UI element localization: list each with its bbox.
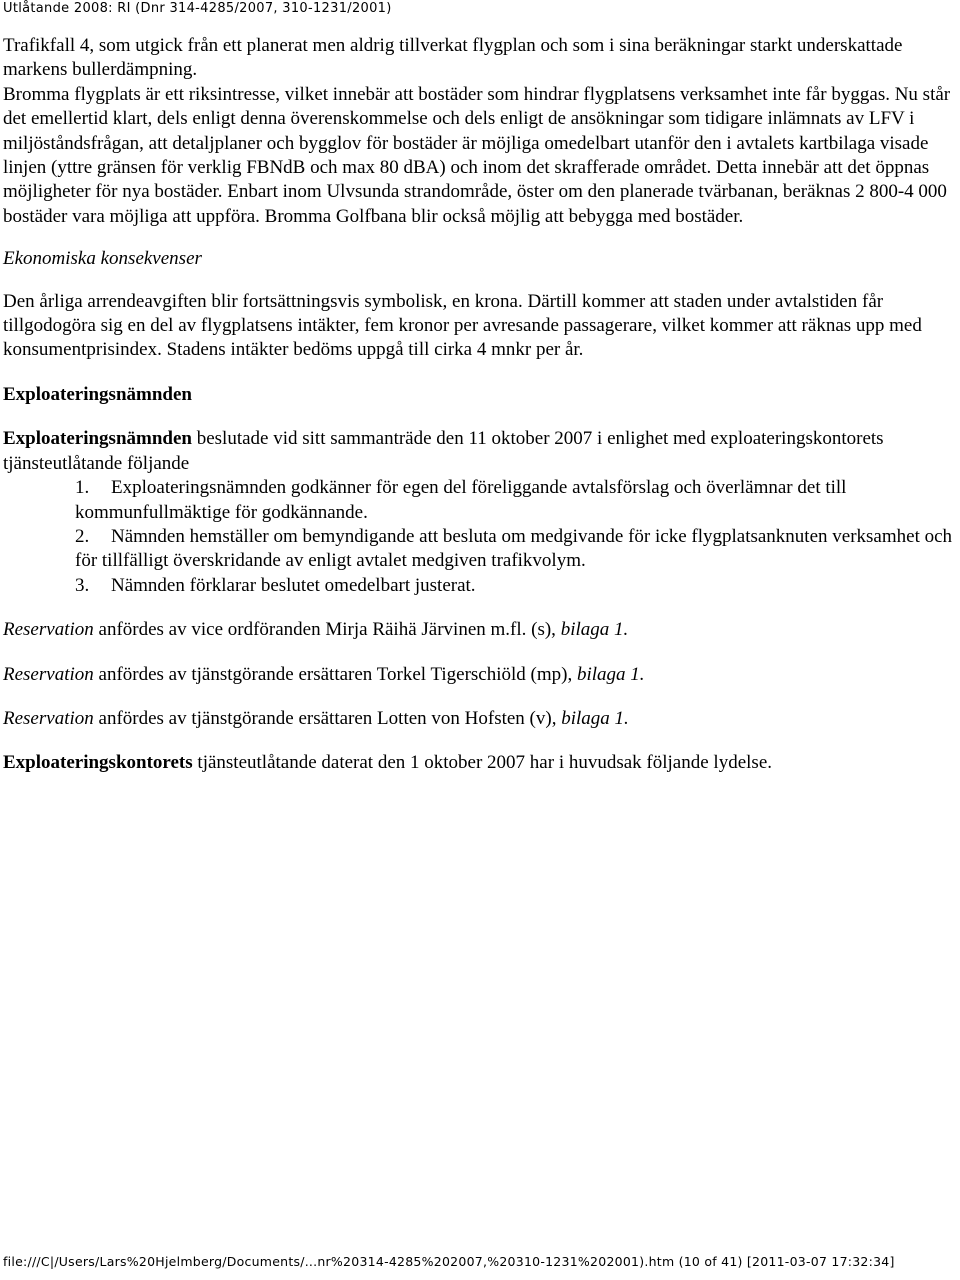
heading-ekonomiska-konsekvenser: Ekonomiska konsekvenser	[3, 248, 202, 270]
reservation-lead: Reservation	[3, 619, 94, 641]
beslut-text: beslutade vid sitt sammanträde den 11 oktober 2007 i enlighet med exploateringskontorets tjänsteutlåtande följande	[3, 428, 884, 474]
reservation-text: anfördes av tjänstgörande ersättaren Torkel Tigerschiöld (mp),	[93, 663, 577, 685]
decision-item	[75, 476, 958, 525]
decision-list	[3, 476, 958, 598]
page-header: Utlåtande 2008: RI (Dnr 314-4285/2007, 310-1231/2001)	[3, 1, 392, 16]
reservation-item	[3, 618, 958, 642]
decision-number: 2.	[75, 525, 90, 547]
page-footer: file:///C|/Users/Lars%20Hjelmberg/Documents/...nr%20314-4285%202007,%20310-1231%202001).htm (10 of 41) [2011-03-07 17:32:34]	[3, 1254, 895, 1269]
closing-text: tjänsteutlåtande daterat den 1 oktober 2007 har i huvudsak följande lydelse.	[192, 752, 772, 774]
decision-text: Nämnden förklarar beslutet omedelbart justerat.	[111, 574, 476, 596]
heading-exploateringsnamnden: Exploateringsnämnden	[3, 383, 192, 405]
reservation-ref: bilaga 1.	[560, 619, 629, 641]
closing-subject: Exploateringskontorets	[3, 752, 193, 774]
paragraph-trafikfall: Trafikfall 4, som utgick från ett planerat men aldrig tillverkat flygplan och som i sina beräkningar starkt underskattade markens bullerdämpning.	[3, 35, 903, 81]
paragraph-ekonomi: Den årliga arrendeavgiften blir fortsättningsvis symbolisk, en krona. Därtill kommer att staden under avtalstiden får tillgodogöra sig en del av flygplatsens intäkter, fem kronor per avresande passagerare, vilket kommer att räknas upp med konsumentprisindex. Stadens intäkter bedöms uppgå till cirka 4 mnkr per år.	[3, 290, 922, 361]
reservation-ref: bilaga 1.	[561, 707, 629, 729]
decision-number: 1.	[75, 477, 90, 499]
paragraph-beslut	[3, 427, 958, 476]
decision-item	[75, 525, 958, 574]
reservation-text: anfördes av vice ordföranden Mirja Räihä Järvinen m.fl. (s),	[93, 619, 561, 641]
reservation-item	[3, 663, 958, 687]
decision-number: 3.	[75, 574, 90, 596]
decision-item	[75, 574, 958, 598]
decision-text: Nämnden hemställer om bemyndigande att besluta om medgivande för icke flygplatsanknuten verksamhet och för tillfälligt överskridande av enligt avtalet medgiven trafikvolym.	[75, 525, 953, 572]
paragraph-closing	[3, 751, 958, 775]
reservation-item	[3, 707, 958, 731]
paragraph-riksintresse: Bromma flygplats är ett riksintresse, vilket innebär att bostäder som hindrar flygplatsens verksamhet inte får byggas. Nu står det emellertid klart, dels enligt denna överenskommelse och dels enligt de ansökningar som tidigare inlämnats av LFV i miljöståndsfrågan, att detaljplaner och bygglov för bostäder är möjliga omedelbart utanför den i avtalets kartbilaga visade linjen (yttre gränsen för verklig FBNdB och max 80 dBA) och inom det skrafferade området. Detta innebär att det öppnas möjligheter för nya bostäder. Enbart inom Ulvsunda strandområde, öster om den planerade tvärbanan, beräknas 2 800-4 000 bostäder vara möjliga att uppföra. Bromma Golfbana blir också möjlig att bebygga med bostäder.	[3, 83, 951, 227]
reservation-lead: Reservation	[3, 663, 94, 685]
document-body	[3, 34, 958, 776]
beslut-subject: Exploateringsnämnden	[3, 428, 192, 450]
reservation-lead: Reservation	[3, 707, 94, 729]
reservation-text: anfördes av tjänstgörande ersättaren Lotten von Hofsten (v),	[93, 707, 562, 729]
reservation-ref: bilaga 1.	[577, 663, 645, 685]
decision-text: Exploateringsnämnden godkänner för egen del föreliggande avtalsförslag och överlämnar det till kommunfullmäktige för godkännande.	[75, 477, 847, 523]
